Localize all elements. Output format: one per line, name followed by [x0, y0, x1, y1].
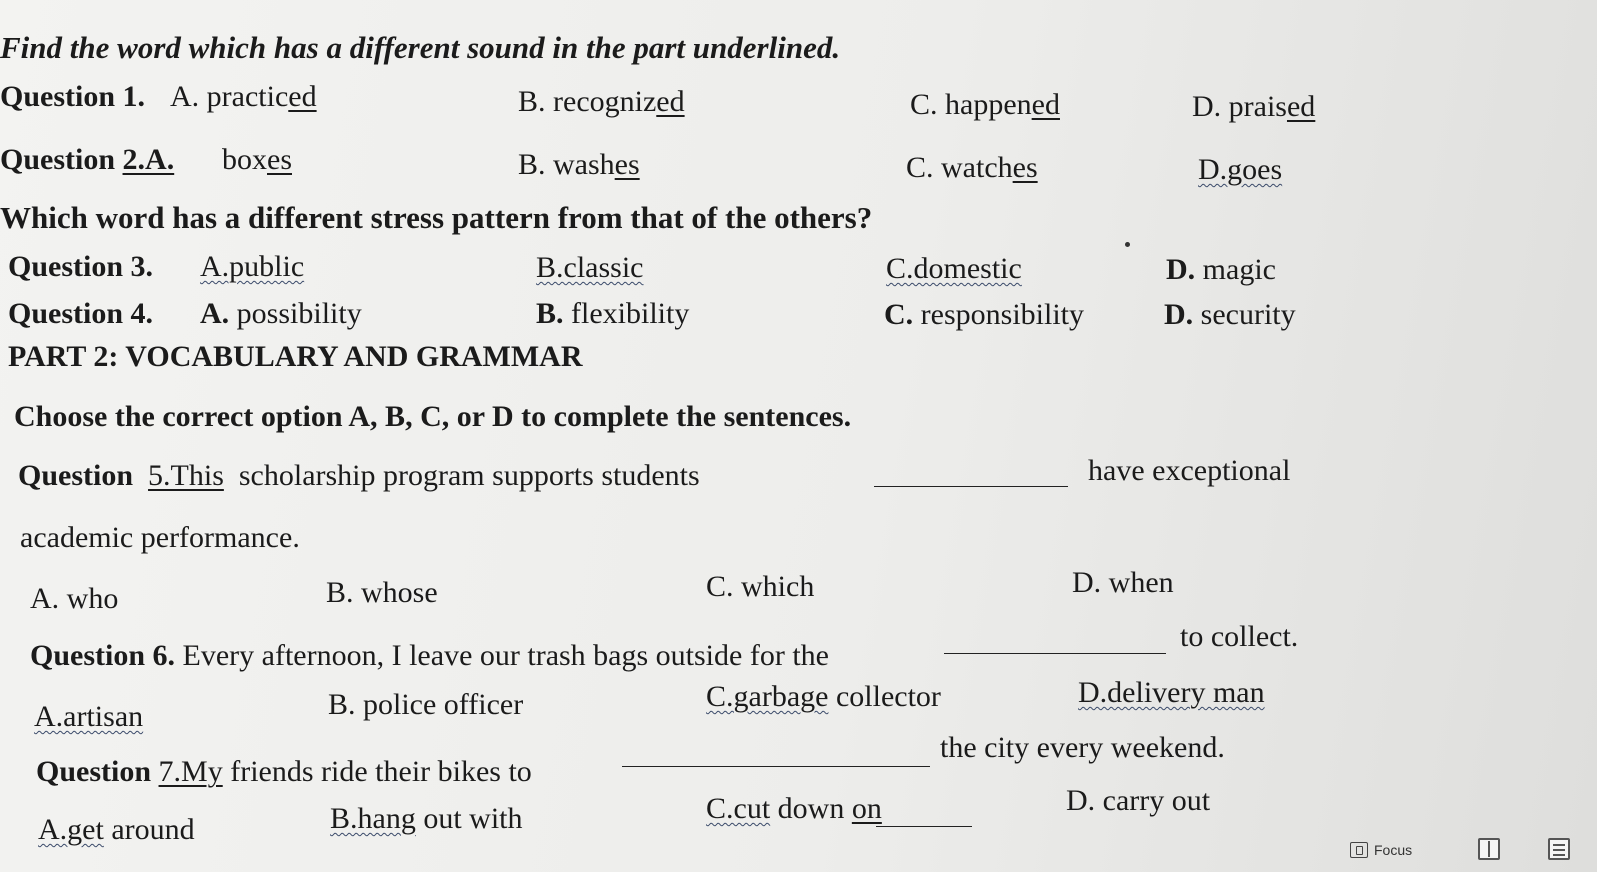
focus-icon: [1350, 842, 1368, 858]
focus-label: Focus: [1374, 842, 1413, 858]
q7-line1: Question 7.My friends ride their bikes to: [36, 755, 532, 788]
pronunciation-instruction: Find the word which has a different sound in the part underlined.: [0, 30, 841, 65]
q7-option-c: C.cut down on: [706, 792, 882, 825]
q3-option-b: B.classic: [536, 251, 644, 284]
q3-option-a: A.public: [200, 250, 305, 283]
q6-option-c: C.garbage collector: [706, 680, 941, 713]
q7-line1-end: the city every weekend.: [940, 731, 1225, 764]
q6-line1: Question 6. Every afternoon, I leave our trash bags outside for the: [30, 639, 829, 672]
stress-instruction: Which word has a different stress pattern from that of the others?: [0, 200, 873, 235]
part2-heading: PART 2: VOCABULARY AND GRAMMAR: [8, 340, 583, 373]
q5-line2: academic performance.: [20, 521, 300, 554]
q1-option-d: D. praised: [1192, 90, 1316, 123]
q4-label: Question 4.: [8, 297, 154, 330]
q1-label: Question 1.: [0, 80, 146, 113]
q5-option-d: D. when: [1072, 566, 1174, 599]
q6-blank[interactable]: [944, 653, 1166, 654]
q4-option-a: A. possibility: [200, 297, 362, 330]
q7-c-blank: [876, 826, 972, 827]
q1-option-c: C. happened: [910, 88, 1060, 121]
q5-line1: Question 5.This scholarship program supports students: [18, 459, 700, 492]
q3-option-d: D. magic: [1166, 253, 1276, 286]
q7-option-b: B.hang out with: [330, 802, 523, 835]
q4-option-b: B. flexibility: [536, 297, 690, 330]
q5-blank[interactable]: [874, 486, 1068, 487]
q2-option-d: D.goes: [1198, 153, 1283, 186]
q6-option-d: D.delivery man: [1078, 676, 1265, 709]
q6-option-a: A.artisan: [34, 700, 144, 733]
choose-instruction: Choose the correct option A, B, C, or D to complete the sentences.: [14, 400, 852, 433]
q5-line1-end: have exceptional: [1088, 454, 1291, 487]
q2-option-b: B. washes: [518, 148, 640, 181]
q4-option-c: C. responsibility: [884, 298, 1085, 331]
q7-option-d: D. carry out: [1066, 784, 1211, 817]
stray-dot: [1125, 242, 1130, 247]
q5-option-a: A. who: [30, 582, 119, 615]
focus-mode-button[interactable]: [1350, 836, 1412, 864]
read-mode-icon[interactable]: [1478, 838, 1500, 860]
q2-option-a: boxes: [222, 143, 292, 176]
q3-label: Question 3.: [8, 250, 154, 283]
q6-line1-end: to collect.: [1180, 620, 1299, 653]
print-layout-icon[interactable]: [1548, 838, 1570, 860]
q4-option-d: D. security: [1164, 298, 1296, 331]
q1-option-b: B. recognized: [518, 85, 685, 118]
q7-option-a: A.get around: [38, 813, 195, 846]
q2-label: Question 2.A.: [0, 143, 175, 176]
q5-option-b: B. whose: [326, 576, 438, 609]
q3-option-c: C.domestic: [886, 252, 1022, 285]
q5-option-c: C. which: [706, 570, 815, 603]
q6-option-b: B. police officer: [328, 688, 524, 721]
q7-blank[interactable]: [622, 766, 930, 767]
q2-option-c: C. watches: [906, 151, 1038, 184]
q1-option-a: A. practiced: [170, 80, 317, 113]
